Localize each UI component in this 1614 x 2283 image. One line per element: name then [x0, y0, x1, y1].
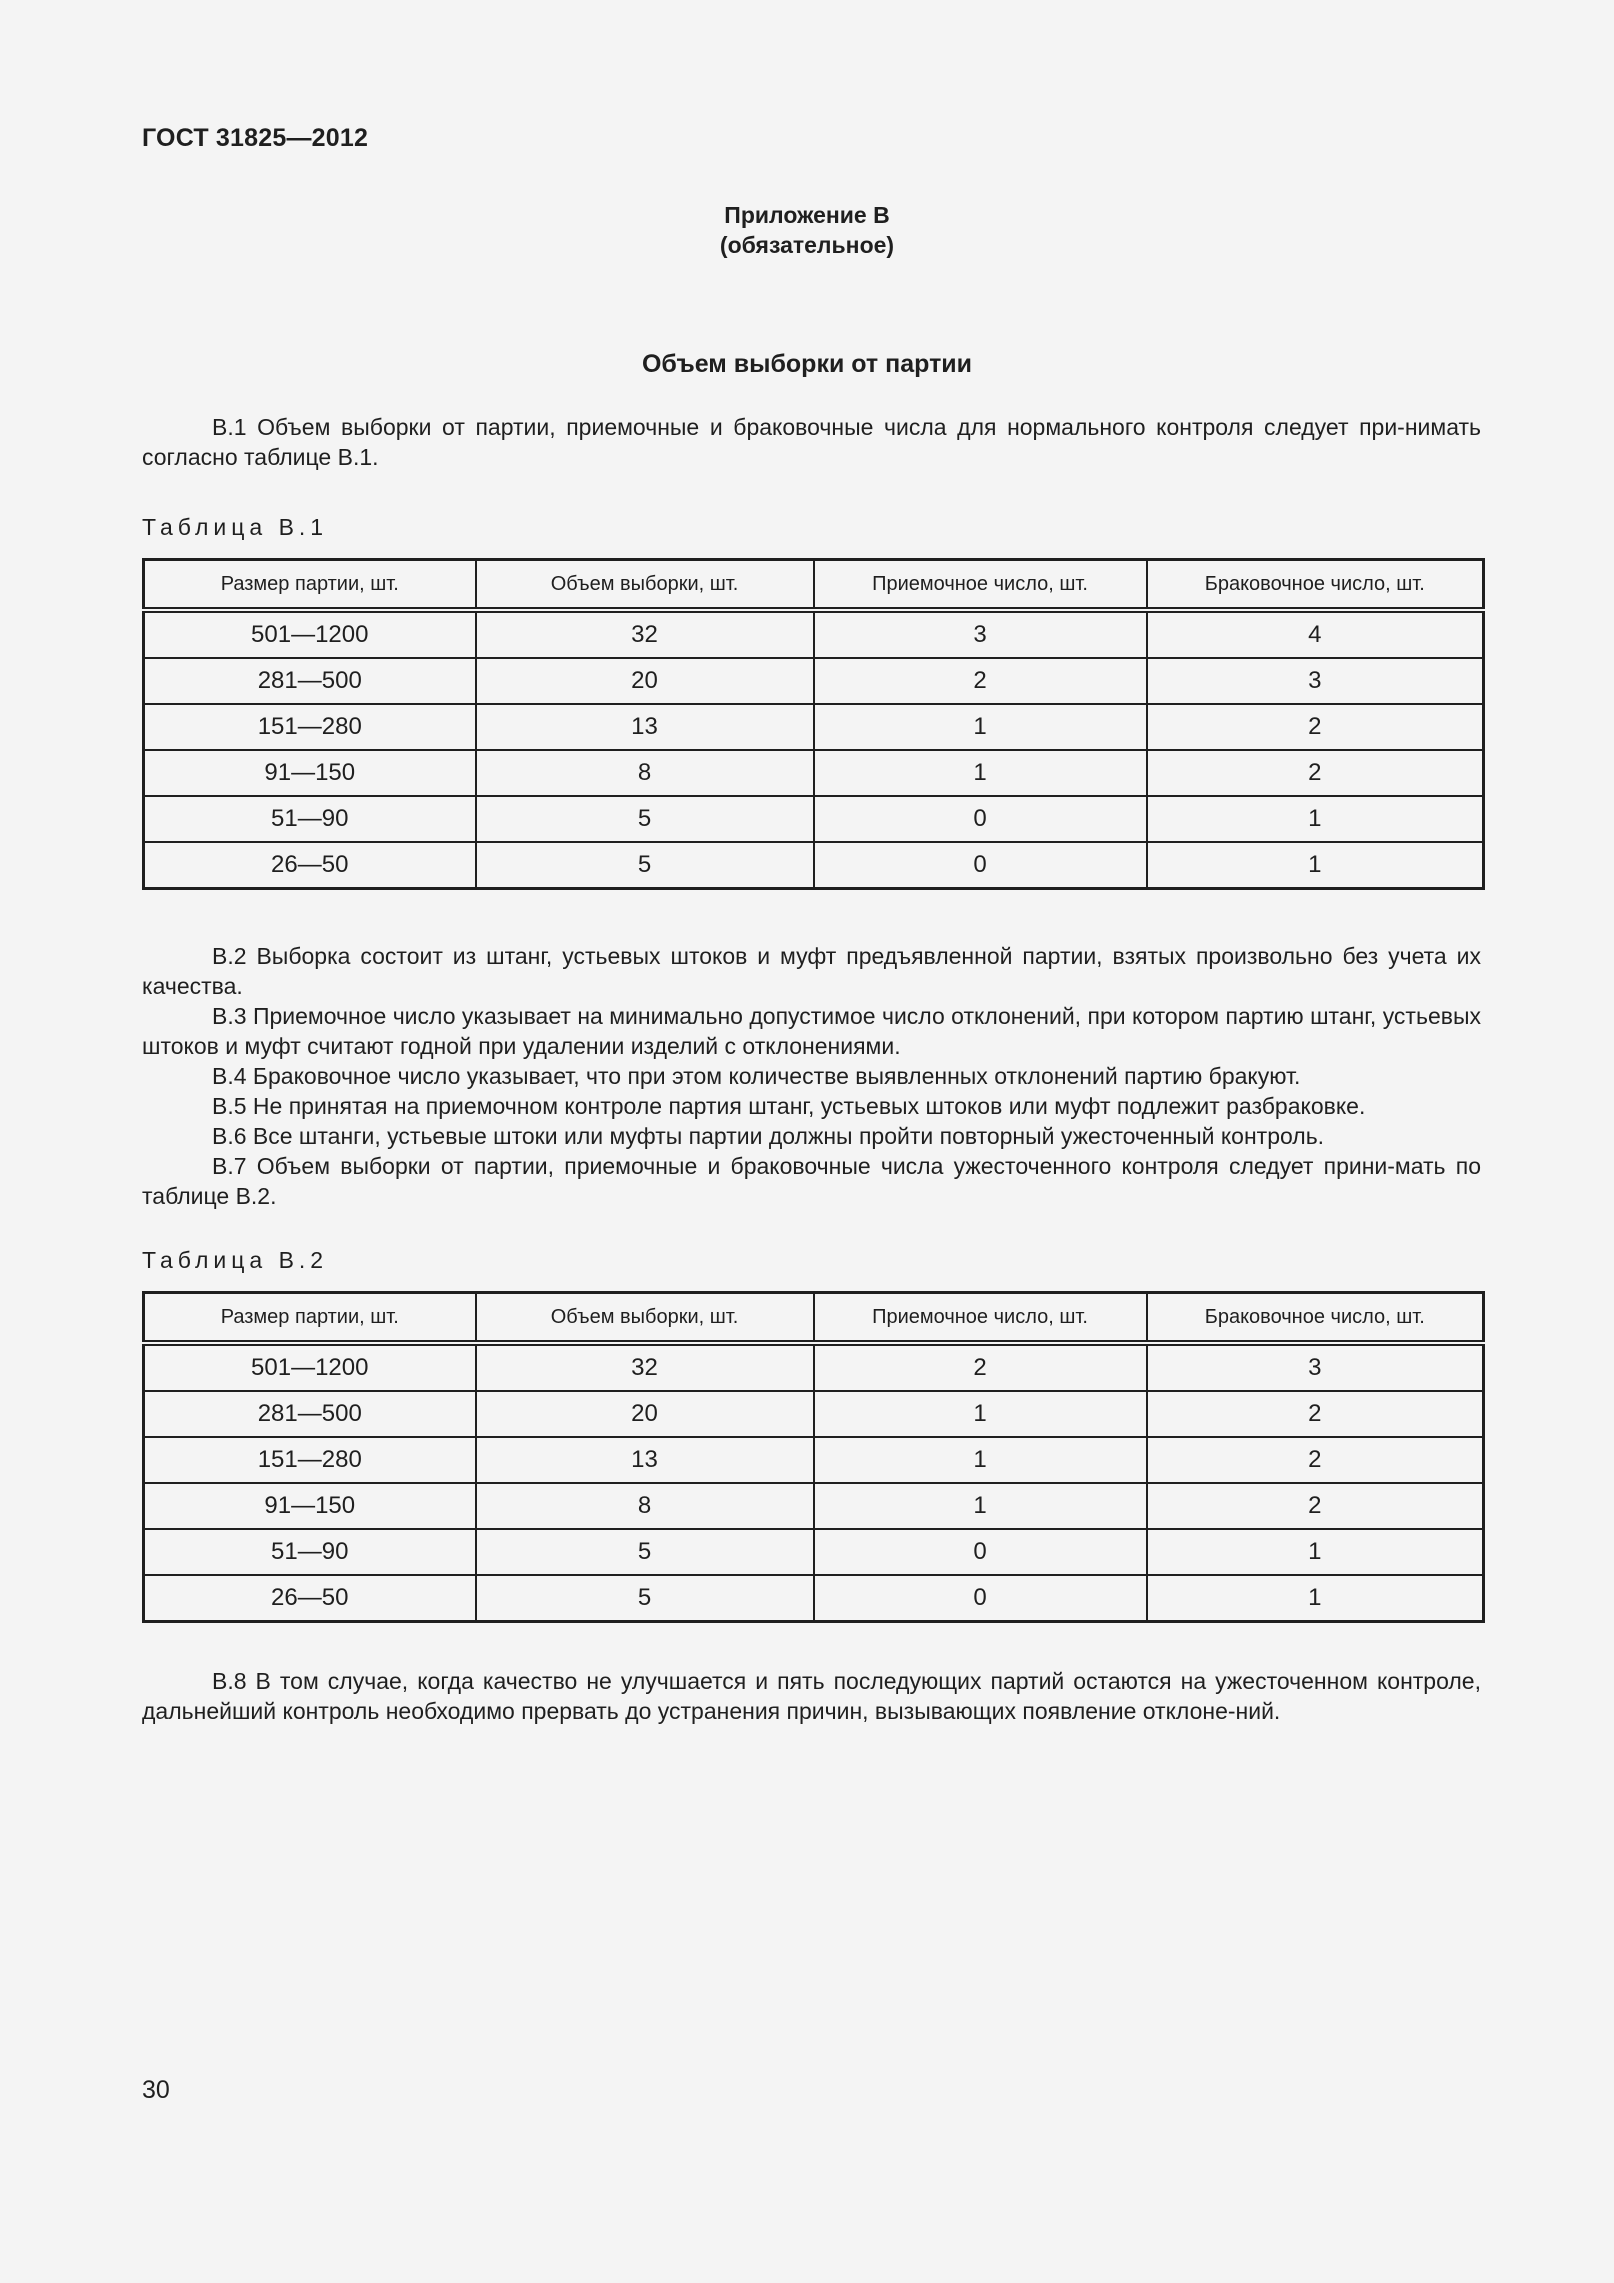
paragraph-b4: В.4 Браковочное число указывает, что при этом количестве выявленных отклонений партию бракуют. — [212, 1063, 1301, 1089]
table-b2 — [142, 1291, 1485, 1623]
document-code: ГОСТ 31825—2012 — [142, 124, 369, 152]
paragraph-b3: В.3 Приемочное число указывает на минимально допустимое число отклонений, при котором партию штанг, устьевых штоков и муфт считают годной при удалении изделий с отклонениями. — [142, 1003, 1481, 1059]
table-cell: 2 — [814, 658, 1147, 704]
table-b1 — [142, 558, 1485, 890]
table-cell: 51—90 — [144, 796, 476, 842]
table-row — [144, 1483, 1484, 1529]
table-cell: 8 — [476, 1483, 814, 1529]
paragraph-b8: В.8 В том случае, когда качество не улучшается и пять последующих партий остаются на ужесточенном контроле, дальнейший контроль необходимо прервать до устранения причин, вызывающих появление отклоне-ний. — [142, 1668, 1481, 1724]
table-cell: 501—1200 — [144, 1343, 476, 1391]
table-cell: 91—150 — [144, 1483, 476, 1529]
table-row — [144, 796, 1484, 842]
table-cell: 1 — [1147, 1529, 1484, 1575]
table-cell: 0 — [814, 1575, 1147, 1622]
table2-caption: Таблица В.2 — [142, 1247, 329, 1273]
table-cell: 2 — [1147, 1391, 1484, 1437]
table-cell: 26—50 — [144, 1575, 476, 1622]
table-row — [144, 1575, 1484, 1622]
table-cell: 151—280 — [144, 1437, 476, 1483]
table-cell: 20 — [476, 658, 814, 704]
paragraph-b7: В.7 Объем выборки от партии, приемочные и браковочные числа ужесточенного контроля следует прини-мать по таблице В.2. — [142, 1153, 1481, 1209]
table-row — [144, 704, 1484, 750]
table-cell: 2 — [1147, 1437, 1484, 1483]
table-cell: 5 — [476, 796, 814, 842]
table1-header-row — [144, 560, 1484, 611]
table-row — [144, 1343, 1484, 1391]
table-cell: 1 — [814, 704, 1147, 750]
table-cell: 3 — [1147, 658, 1484, 704]
table-cell: 0 — [814, 1529, 1147, 1575]
table2-header-cell: Размер партии, шт. — [144, 1293, 476, 1344]
table-cell: 281—500 — [144, 1391, 476, 1437]
table-cell: 26—50 — [144, 842, 476, 889]
table-cell: 0 — [814, 796, 1147, 842]
table-cell: 3 — [1147, 1343, 1484, 1391]
closing-text — [142, 1666, 1481, 1726]
table-cell: 1 — [814, 1391, 1147, 1437]
table-cell: 281—500 — [144, 658, 476, 704]
appendix-title: Приложение В — [724, 202, 890, 228]
paragraph-b5: В.5 Не принятая на приемочном контроле партия штанг, устьевых штоков или муфт подлежит разбраковке. — [212, 1093, 1366, 1119]
paragraph-b2: В.2 Выборка состоит из штанг, устьевых штоков и муфт предъявленной партии, взятых произвольно без учета их качества. — [142, 943, 1481, 999]
paragraph-b1: В.1 Объем выборки от партии, приемочные и браковочные числа для нормального контроля следует при-нимать согласно таблице В.1. — [142, 414, 1481, 470]
table-cell: 151—280 — [144, 704, 476, 750]
table1-header-cell: Размер партии, шт. — [144, 560, 476, 611]
intro-text — [142, 412, 1481, 472]
table1-header-cell: Браковочное число, шт. — [1147, 560, 1484, 611]
table2-header-row — [144, 1293, 1484, 1344]
table-cell: 1 — [814, 750, 1147, 796]
table2-header-cell: Объем выборки, шт. — [476, 1293, 814, 1344]
table-cell: 501—1200 — [144, 610, 476, 658]
table2-header-cell: Браковочное число, шт. — [1147, 1293, 1484, 1344]
table-cell: 1 — [1147, 1575, 1484, 1622]
table-cell: 20 — [476, 1391, 814, 1437]
table1-header-cell: Приемочное число, шт. — [814, 560, 1147, 611]
table-cell: 5 — [476, 842, 814, 889]
paragraph-b6: В.6 Все штанги, устьевые штоки или муфты партии должны пройти повторный ужесточенный контроль. — [212, 1123, 1325, 1149]
table-row — [144, 1529, 1484, 1575]
section-title: Объем выборки от партии — [641, 350, 973, 378]
table-cell: 13 — [476, 704, 814, 750]
table-cell: 13 — [476, 1437, 814, 1483]
table1-caption: Таблица В.1 — [142, 514, 329, 540]
table-cell: 2 — [1147, 704, 1484, 750]
table-cell: 2 — [1147, 750, 1484, 796]
table-cell: 8 — [476, 750, 814, 796]
table-row — [144, 1437, 1484, 1483]
body-text — [142, 941, 1481, 1211]
table-cell: 0 — [814, 842, 1147, 889]
table-row — [144, 750, 1484, 796]
table-row — [144, 842, 1484, 889]
appendix-heading — [0, 200, 1614, 260]
table-row — [144, 610, 1484, 658]
table-cell: 1 — [814, 1437, 1147, 1483]
table-cell: 5 — [476, 1575, 814, 1622]
table1-header-cell: Объем выборки, шт. — [476, 560, 814, 611]
table-cell: 2 — [814, 1343, 1147, 1391]
appendix-status: (обязательное) — [719, 232, 895, 258]
table-cell: 2 — [1147, 1483, 1484, 1529]
table-cell: 91—150 — [144, 750, 476, 796]
table2-header-cell: Приемочное число, шт. — [814, 1293, 1147, 1344]
table-cell: 5 — [476, 1529, 814, 1575]
table-row — [144, 658, 1484, 704]
table-cell: 32 — [476, 610, 814, 658]
page-number: 30 — [142, 2076, 170, 2104]
table-cell: 1 — [814, 1483, 1147, 1529]
table-cell: 1 — [1147, 842, 1484, 889]
table-cell: 4 — [1147, 610, 1484, 658]
table-cell: 51—90 — [144, 1529, 476, 1575]
table-cell: 3 — [814, 610, 1147, 658]
table-row — [144, 1391, 1484, 1437]
table-cell: 32 — [476, 1343, 814, 1391]
table-cell: 1 — [1147, 796, 1484, 842]
